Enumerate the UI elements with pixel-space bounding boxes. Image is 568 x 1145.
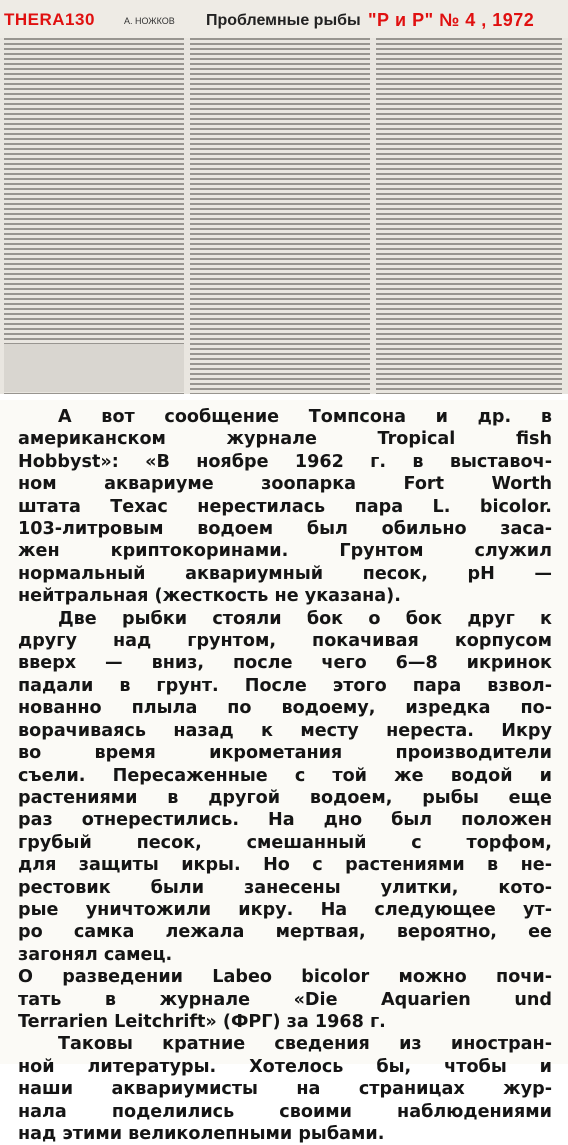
article-line: рые уничтожили икру. На следующее ут- [18,899,552,920]
text-column-1 [4,38,184,394]
article-line: тать в журнале «Die Aquarien und [18,989,552,1010]
article-line: для защиты икры. Но с растениями в не- [18,855,552,876]
article-line: ной литературы. Хотелось бы, чтобы и [18,1056,552,1077]
article-line: штата Техас нерестилась пара L. bicolor. [18,496,552,517]
article-line: рестовик были занесены улитки, кото- [18,877,552,898]
article-line: другу над грунтом, покачивая корпусом [18,631,552,652]
column-image [4,344,184,392]
article-line: ном аквариуме зоопарка Fort Worth [18,474,552,495]
article-line: раз отнерестились. На дно был положен [18,810,552,831]
catalog-stamp: THERA130 [4,10,95,29]
article-line: 103-литровым водоем был обильно заса- [18,519,552,540]
article-line: Terrarien Leitchrift» (ФРГ) за 1968 г. [18,1011,386,1032]
article-line: нала поделились своими наблюдениями [18,1101,552,1122]
article-line: нормальный аквариумный песок, pH — [18,563,552,584]
article-line: Таковы кратние сведения из иностран- [58,1034,552,1055]
article-line: ро самка лежала мертвая, вероятно, ее [18,922,552,943]
article-line: во время икрометания производители [18,743,552,764]
article-line: А вот сообщение Томпсона и др. в [58,407,552,427]
article-line: нейтральная (жесткость не указана). [18,586,401,607]
article-line: над этими великолепными рыбами. [18,1124,385,1144]
zoomed-article [0,400,568,1144]
article-line: вверх — вниз, после чего 6—8 икринок [18,653,552,674]
article-line: падали в грунт. После этого пара взвол- [18,675,552,696]
article-line: растениями в другой водоем, рыбы еще [18,787,552,808]
article-line: жен криптокоринами. Грунтом служил [18,541,552,562]
article-body [18,406,552,1145]
page-thumbnail [0,0,568,398]
article-line: грубый песок, смешанный с торфом, [18,832,552,853]
article-line: съели. Пересаженные с той же водой и [18,765,552,786]
article-line: американском журнале Tropical fish [18,429,552,450]
thumbnail-header [0,0,568,38]
article-line: О разведении Labeo bicolor можно почи- [18,967,552,988]
article-line: ворачиваясь назад к месту нереста. Икру [18,720,552,741]
article-line: загонял самец. [18,944,173,965]
text-column-3 [376,38,562,394]
article-line: Две рыбки стояли бок о бок друг к [58,608,552,629]
article-line: нованно плыла по водоему, изредка по- [18,698,552,719]
article-line: наши аквариумисты на страницах жур- [18,1079,552,1100]
article-line: Hobbyst»: «В ноябре 1962 г. в выставоч- [18,451,552,472]
source-stamp: "Р и Р" № 4 , 1972 [368,10,535,30]
article-author: А. НОЖКОВ [124,16,175,26]
article-title: Проблемные рыбы [206,12,361,29]
text-column-2 [190,38,370,394]
thumbnail-columns [0,38,568,394]
